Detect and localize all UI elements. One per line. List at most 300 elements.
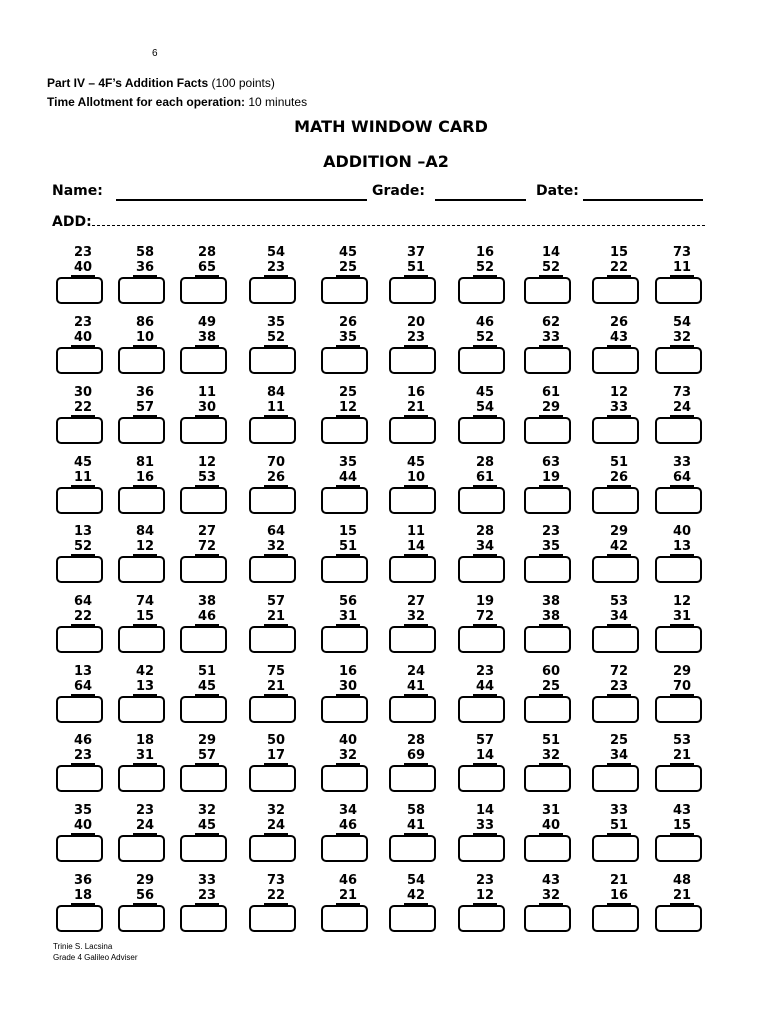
answer-box[interactable]: [655, 347, 702, 374]
addend-bottom-row: [120, 888, 170, 903]
problem-cell: [460, 733, 516, 803]
answer-box[interactable]: [592, 347, 639, 374]
answer-box[interactable]: [592, 905, 639, 932]
addend-bottom: 10: [404, 470, 428, 487]
addend-bottom: 64: [670, 470, 694, 487]
answer-box[interactable]: [655, 835, 702, 862]
addend-bottom-row: [460, 818, 510, 833]
addend-bottom-row: [460, 260, 510, 275]
problem-cell: [594, 245, 650, 315]
addend-bottom-row: [526, 400, 576, 415]
addend-bottom-row: [251, 679, 301, 694]
problem-cell: [120, 733, 176, 803]
addend-bottom-row: [58, 470, 108, 485]
answer-box[interactable]: [389, 905, 436, 932]
problem-cell: [594, 385, 650, 455]
addend-top: 64: [266, 524, 286, 539]
addend-top: 19: [475, 594, 495, 609]
answer-box[interactable]: [56, 696, 103, 723]
addend-top: 36: [73, 873, 93, 888]
addend-bottom-row: [323, 539, 373, 554]
addend-bottom-row: [391, 748, 441, 763]
answer-box[interactable]: [524, 905, 571, 932]
problem-cell: [58, 664, 114, 734]
answer-box[interactable]: [56, 765, 103, 792]
addend-bottom: 25: [336, 260, 360, 277]
answer-box[interactable]: [389, 556, 436, 583]
answer-box[interactable]: [592, 417, 639, 444]
problem-cell: [657, 315, 713, 385]
problem-cell: [594, 664, 650, 734]
addend-bottom: 22: [71, 609, 95, 626]
addend-bottom: 53: [195, 470, 219, 487]
addend-bottom-row: [657, 818, 707, 833]
answer-box[interactable]: [118, 835, 165, 862]
answer-box[interactable]: [118, 626, 165, 653]
answer-box[interactable]: [389, 765, 436, 792]
addend-bottom-row: [323, 888, 373, 903]
answer-box[interactable]: [655, 417, 702, 444]
addend-bottom: 35: [336, 330, 360, 347]
addend-top: 50: [266, 733, 286, 748]
addend-bottom: 45: [195, 818, 219, 835]
answer-box[interactable]: [321, 905, 368, 932]
addend-top: 35: [338, 455, 358, 470]
answer-box[interactable]: [180, 487, 227, 514]
answer-box[interactable]: [56, 277, 103, 304]
addend-bottom-row: [182, 888, 232, 903]
problem-cell: [182, 455, 238, 525]
addend-top: 42: [135, 664, 155, 679]
addend-top: 28: [475, 455, 495, 470]
addend-bottom: 21: [264, 609, 288, 626]
problem-cell: [460, 385, 516, 455]
answer-box[interactable]: [655, 626, 702, 653]
addend-bottom: 26: [264, 470, 288, 487]
addend-bottom: 14: [404, 539, 428, 556]
problem-cell: [251, 524, 307, 594]
answer-box[interactable]: [389, 835, 436, 862]
footer-role: Grade 4 Galileo Adviser: [53, 953, 138, 962]
answer-box[interactable]: [458, 626, 505, 653]
problem-cell: [120, 455, 176, 525]
answer-box[interactable]: [180, 835, 227, 862]
answer-box[interactable]: [592, 765, 639, 792]
answer-box[interactable]: [458, 417, 505, 444]
addend-top: 46: [475, 315, 495, 330]
addend-bottom-row: [323, 609, 373, 624]
answer-box[interactable]: [56, 626, 103, 653]
addend-bottom: 31: [336, 609, 360, 626]
answer-box[interactable]: [321, 696, 368, 723]
answer-box[interactable]: [180, 765, 227, 792]
time-allotment-label: Time Allotment for each operation:: [47, 95, 246, 109]
addend-top: 33: [197, 873, 217, 888]
answer-box[interactable]: [655, 696, 702, 723]
addend-top: 11: [197, 385, 217, 400]
answer-box[interactable]: [655, 487, 702, 514]
problem-cell: [657, 594, 713, 664]
addend-bottom-row: [182, 818, 232, 833]
answer-box[interactable]: [180, 417, 227, 444]
answer-box[interactable]: [118, 696, 165, 723]
problem-cell: [58, 733, 114, 803]
addend-bottom: 52: [473, 330, 497, 347]
problem-cell: [182, 315, 238, 385]
answer-box[interactable]: [249, 835, 296, 862]
answer-box[interactable]: [118, 765, 165, 792]
addend-bottom-row: [594, 539, 644, 554]
problem-cell: [58, 455, 114, 525]
problem-cell: [120, 594, 176, 664]
addend-bottom-row: [526, 818, 576, 833]
problem-cell: [251, 315, 307, 385]
problem-cell: [391, 664, 447, 734]
problem-cell: [323, 873, 379, 943]
problem-cell: [526, 594, 582, 664]
addend-top: 23: [541, 524, 561, 539]
answer-box[interactable]: [249, 487, 296, 514]
answer-box[interactable]: [56, 835, 103, 862]
problem-cell: [594, 873, 650, 943]
answer-box[interactable]: [458, 765, 505, 792]
problem-cell: [120, 315, 176, 385]
addend-bottom-row: [251, 748, 301, 763]
problem-cell: [323, 524, 379, 594]
answer-box[interactable]: [524, 487, 571, 514]
answer-box[interactable]: [524, 696, 571, 723]
addend-bottom-row: [594, 470, 644, 485]
addend-top: 12: [672, 594, 692, 609]
answer-box[interactable]: [56, 487, 103, 514]
answer-box[interactable]: [524, 347, 571, 374]
addend-top: 51: [609, 455, 629, 470]
addend-bottom-row: [251, 539, 301, 554]
answer-box[interactable]: [56, 347, 103, 374]
addend-top: 28: [475, 524, 495, 539]
addend-bottom-row: [120, 470, 170, 485]
answer-box[interactable]: [524, 765, 571, 792]
problem-cell: [58, 873, 114, 943]
addend-bottom: 13: [133, 679, 157, 696]
answer-box[interactable]: [180, 277, 227, 304]
answer-box[interactable]: [249, 765, 296, 792]
answer-box[interactable]: [592, 556, 639, 583]
addend-top: 63: [541, 455, 561, 470]
addend-bottom-row: [526, 748, 576, 763]
addend-top: 37: [406, 245, 426, 260]
answer-box[interactable]: [655, 556, 702, 583]
addend-bottom-row: [323, 748, 373, 763]
problem-cell: [657, 733, 713, 803]
addend-bottom-row: [594, 679, 644, 694]
answer-box[interactable]: [592, 696, 639, 723]
addend-bottom: 16: [607, 888, 631, 905]
answer-box[interactable]: [249, 556, 296, 583]
problem-cell: [460, 664, 516, 734]
addend-bottom: 70: [670, 679, 694, 696]
problem-cell: [120, 245, 176, 315]
problem-cell: [526, 315, 582, 385]
problem-cell: [120, 803, 176, 873]
answer-box[interactable]: [180, 905, 227, 932]
addend-top: 29: [135, 873, 155, 888]
answer-box[interactable]: [56, 556, 103, 583]
problem-cell: [526, 803, 582, 873]
problem-cell: [182, 873, 238, 943]
addend-bottom-row: [120, 609, 170, 624]
addend-bottom-row: [58, 609, 108, 624]
answer-box[interactable]: [321, 626, 368, 653]
addend-top: 26: [338, 315, 358, 330]
answer-box[interactable]: [592, 835, 639, 862]
problem-cell: [251, 594, 307, 664]
footer-author: Trinie S. Lacsina: [53, 942, 113, 951]
addend-top: 73: [672, 385, 692, 400]
addend-bottom: 52: [71, 539, 95, 556]
answer-box[interactable]: [524, 277, 571, 304]
answer-box[interactable]: [321, 835, 368, 862]
answer-box[interactable]: [389, 696, 436, 723]
answer-box[interactable]: [118, 277, 165, 304]
addend-bottom: 18: [71, 888, 95, 905]
answer-box[interactable]: [655, 277, 702, 304]
problem-cell: [460, 315, 516, 385]
problem-cell: [460, 594, 516, 664]
problem-cell: [391, 594, 447, 664]
addend-top: 13: [73, 524, 93, 539]
addend-bottom: 40: [71, 260, 95, 277]
answer-box[interactable]: [249, 277, 296, 304]
addend-bottom: 21: [336, 888, 360, 905]
problem-cell: [182, 803, 238, 873]
answer-box[interactable]: [249, 347, 296, 374]
card-title: MATH WINDOW CARD: [294, 117, 488, 136]
answer-box[interactable]: [458, 487, 505, 514]
addend-bottom-row: [460, 888, 510, 903]
answer-box[interactable]: [389, 417, 436, 444]
addend-bottom: 24: [670, 400, 694, 417]
addend-top: 28: [406, 733, 426, 748]
addend-bottom: 23: [404, 330, 428, 347]
answer-box[interactable]: [321, 487, 368, 514]
addend-bottom-row: [526, 888, 576, 903]
answer-box[interactable]: [249, 905, 296, 932]
answer-box[interactable]: [458, 696, 505, 723]
problem-cell: [120, 873, 176, 943]
addend-bottom-row: [657, 888, 707, 903]
answer-box[interactable]: [524, 417, 571, 444]
addend-top: 45: [338, 245, 358, 260]
answer-box[interactable]: [592, 626, 639, 653]
addend-top: 25: [609, 733, 629, 748]
addend-bottom: 29: [539, 400, 563, 417]
addend-bottom: 22: [71, 400, 95, 417]
answer-box[interactable]: [249, 696, 296, 723]
addend-top: 45: [475, 385, 495, 400]
problem-cell: [251, 455, 307, 525]
addend-top: 11: [406, 524, 426, 539]
answer-box[interactable]: [655, 765, 702, 792]
answer-box[interactable]: [524, 835, 571, 862]
addend-top: 45: [73, 455, 93, 470]
answer-box[interactable]: [56, 417, 103, 444]
problem-cell: [460, 455, 516, 525]
addend-top: 54: [406, 873, 426, 888]
addend-bottom: 51: [336, 539, 360, 556]
addend-top: 16: [406, 385, 426, 400]
addend-bottom-row: [526, 470, 576, 485]
answer-box[interactable]: [655, 905, 702, 932]
addend-bottom-row: [391, 330, 441, 345]
card-subtitle: ADDITION –A2: [323, 152, 449, 171]
addend-top: 38: [541, 594, 561, 609]
addend-bottom-row: [526, 539, 576, 554]
answer-box[interactable]: [458, 277, 505, 304]
addend-bottom-row: [391, 888, 441, 903]
addend-bottom-row: [120, 330, 170, 345]
addend-top: 21: [609, 873, 629, 888]
problem-cell: [594, 803, 650, 873]
problem-cell: [251, 803, 307, 873]
addend-top: 31: [541, 803, 561, 818]
answer-box[interactable]: [118, 347, 165, 374]
problem-cell: [58, 385, 114, 455]
addend-top: 86: [135, 315, 155, 330]
addend-top: 35: [266, 315, 286, 330]
addend-bottom-row: [323, 330, 373, 345]
answer-box[interactable]: [458, 347, 505, 374]
addend-bottom-row: [251, 888, 301, 903]
problem-cell: [182, 733, 238, 803]
addend-bottom-row: [120, 260, 170, 275]
addend-top: 32: [197, 803, 217, 818]
addend-top: 45: [406, 455, 426, 470]
addend-top: 46: [73, 733, 93, 748]
answer-box[interactable]: [458, 835, 505, 862]
addend-top: 16: [338, 664, 358, 679]
answer-box[interactable]: [592, 277, 639, 304]
answer-box[interactable]: [389, 626, 436, 653]
addend-bottom: 32: [264, 539, 288, 556]
answer-box[interactable]: [118, 417, 165, 444]
answer-box[interactable]: [389, 487, 436, 514]
problem-cell: [460, 245, 516, 315]
addend-bottom: 11: [264, 400, 288, 417]
addend-top: 29: [197, 733, 217, 748]
problem-cell: [526, 524, 582, 594]
answer-box[interactable]: [458, 556, 505, 583]
answer-box[interactable]: [56, 905, 103, 932]
name-label: Name:: [52, 183, 103, 199]
problem-cell: [526, 664, 582, 734]
addend-top: 43: [541, 873, 561, 888]
problem-cell: [182, 385, 238, 455]
answer-box[interactable]: [389, 347, 436, 374]
addend-bottom-row: [460, 609, 510, 624]
addend-top: 51: [197, 664, 217, 679]
addend-top: 46: [338, 873, 358, 888]
addend-bottom-row: [58, 818, 108, 833]
addend-top: 36: [135, 385, 155, 400]
addend-top: 15: [338, 524, 358, 539]
problem-cell: [657, 385, 713, 455]
addend-bottom: 38: [195, 330, 219, 347]
problem-cell: [182, 245, 238, 315]
problem-cell: [251, 733, 307, 803]
answer-box[interactable]: [118, 487, 165, 514]
addend-bottom-row: [182, 609, 232, 624]
answer-box[interactable]: [458, 905, 505, 932]
addend-bottom-row: [526, 330, 576, 345]
part-points: (100 points): [208, 76, 275, 90]
addend-top: 73: [672, 245, 692, 260]
problem-cell: [391, 524, 447, 594]
answer-box[interactable]: [524, 556, 571, 583]
answer-box[interactable]: [180, 347, 227, 374]
answer-box[interactable]: [118, 905, 165, 932]
answer-box[interactable]: [524, 626, 571, 653]
addend-top: 74: [135, 594, 155, 609]
answer-box[interactable]: [592, 487, 639, 514]
addend-top: 26: [609, 315, 629, 330]
addend-bottom: 69: [404, 748, 428, 765]
addend-bottom: 61: [473, 470, 497, 487]
problem-cell: [391, 245, 447, 315]
problem-cell: [657, 455, 713, 525]
answer-box[interactable]: [321, 765, 368, 792]
addend-top: 14: [475, 803, 495, 818]
addend-bottom-row: [120, 679, 170, 694]
answer-box[interactable]: [249, 417, 296, 444]
addend-bottom-row: [120, 539, 170, 554]
addend-bottom-row: [594, 400, 644, 415]
problem-cell: [391, 455, 447, 525]
addend-top: 29: [609, 524, 629, 539]
addend-bottom: 22: [607, 260, 631, 277]
addend-top: 40: [672, 524, 692, 539]
answer-box[interactable]: [321, 556, 368, 583]
answer-box[interactable]: [249, 626, 296, 653]
addend-bottom-row: [594, 260, 644, 275]
answer-box[interactable]: [180, 626, 227, 653]
addend-bottom: 56: [133, 888, 157, 905]
addend-top: 35: [73, 803, 93, 818]
addend-bottom-row: [58, 260, 108, 275]
addend-bottom: 23: [71, 748, 95, 765]
answer-box[interactable]: [321, 417, 368, 444]
addend-top: 18: [135, 733, 155, 748]
answer-box[interactable]: [118, 556, 165, 583]
answer-box[interactable]: [321, 347, 368, 374]
answer-box[interactable]: [321, 277, 368, 304]
answer-box[interactable]: [389, 277, 436, 304]
addend-top: 81: [135, 455, 155, 470]
addend-top: 23: [73, 245, 93, 260]
answer-box[interactable]: [180, 556, 227, 583]
addend-top: 30: [73, 385, 93, 400]
addend-top: 34: [338, 803, 358, 818]
addend-top: 56: [338, 594, 358, 609]
addend-bottom-row: [182, 260, 232, 275]
addend-bottom-row: [182, 679, 232, 694]
problem-cell: [594, 315, 650, 385]
answer-box[interactable]: [180, 696, 227, 723]
problem-cell: [391, 873, 447, 943]
addend-bottom: 40: [71, 818, 95, 835]
addend-bottom-row: [391, 679, 441, 694]
addend-top: 23: [475, 664, 495, 679]
